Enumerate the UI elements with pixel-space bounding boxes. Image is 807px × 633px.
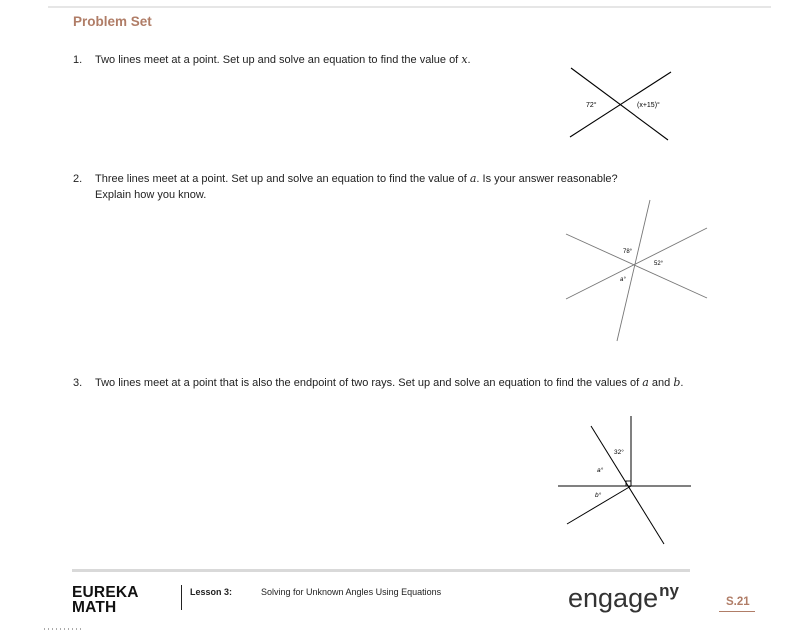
- variable-a: a: [642, 376, 649, 389]
- figure-3-label-32: 32°: [614, 449, 624, 456]
- figure-3-label-a: a°: [597, 467, 604, 474]
- variable-b: b: [673, 376, 681, 389]
- variable-a: a: [469, 172, 477, 185]
- problem-2-number: 2.: [73, 173, 83, 185]
- figure-2-label-78: 78°: [623, 249, 633, 255]
- footer-rule: [72, 569, 690, 572]
- lesson-label: Lesson 3:: [190, 587, 233, 597]
- figure-1: [565, 66, 675, 142]
- footer-separator: [181, 585, 182, 610]
- problem-3-text: Two lines meet at a point that is also the endpoint of two rays. Set up and solve an equation to find the values of a and b.: [95, 376, 684, 389]
- eureka-math-logo: EUREKA MATH: [72, 584, 139, 616]
- problem-1-number: 1.: [73, 54, 83, 66]
- top-rule: [48, 6, 771, 8]
- section-title: Problem Set: [73, 14, 152, 29]
- variable-x: x: [461, 53, 468, 66]
- figure-3-label-b: b°: [595, 492, 602, 499]
- figure-1-label-72: 72°: [586, 102, 597, 109]
- figure-3: [553, 412, 695, 548]
- figure-2-label-52: 52°: [654, 261, 664, 267]
- figure-3-diagonal-line: [591, 426, 664, 544]
- problem-2-text: Three lines meet at a point. Set up and solve an equation to find the value of a. Is your answer reasonable? Explain how you know.: [95, 172, 618, 201]
- page-number: S.21: [726, 596, 750, 608]
- lesson-title: Solving for Unknown Angles Using Equations: [261, 587, 442, 597]
- problem-3-number: 3.: [73, 377, 83, 389]
- figure-2: [560, 196, 712, 344]
- page-number-underline: [719, 611, 755, 612]
- figure-2-label-a: a°: [620, 277, 626, 283]
- problem-1-text: Two lines meet at a point. Set up and solve an equation to find the value of x.: [95, 53, 471, 66]
- engageny-logo: engage$^{ny}$: [568, 581, 679, 613]
- corner-mark: [44, 628, 84, 630]
- figure-1-label-x15: (x+15)°: [637, 102, 660, 109]
